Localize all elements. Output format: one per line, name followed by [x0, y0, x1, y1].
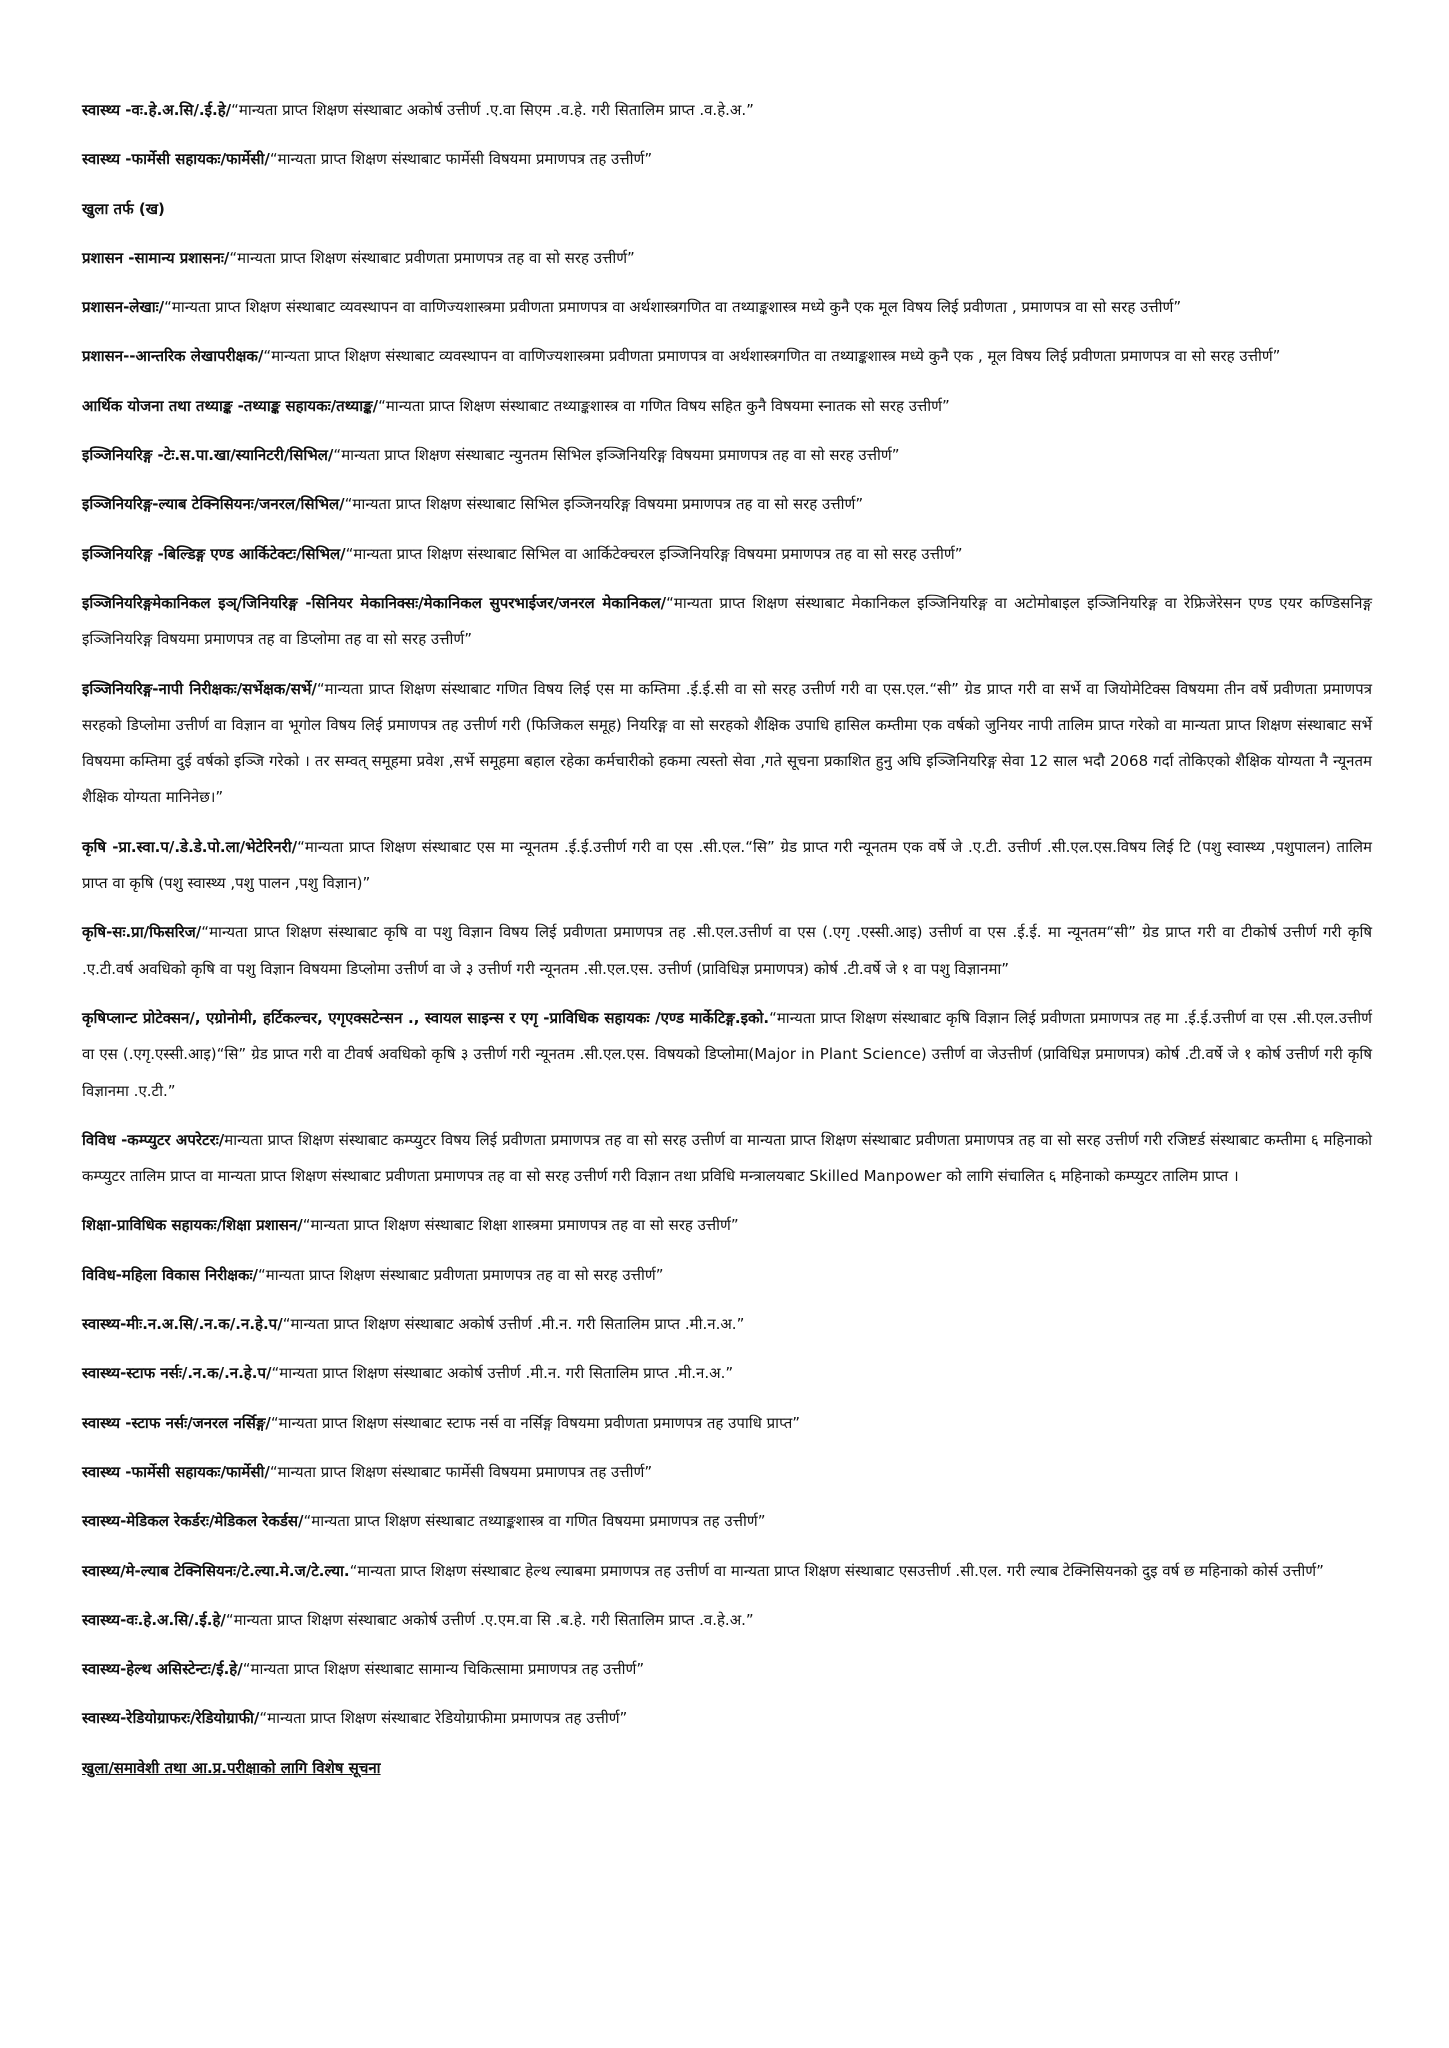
entry-text: “मान्यता प्राप्त शिक्षण संस्थाबाट प्रवीणता प्रमाणपत्र तह वा सो सरह उत्तीर्ण”	[258, 1265, 664, 1284]
entry-role: इञ्जिनियरिङ्ग -बिल्डिङ्ग एण्ड आर्किटेक्टः/सिभिल/	[82, 544, 346, 563]
entry-role: स्वास्थ्य-वः.हे.अ.सि/.ई.हे/	[82, 1610, 226, 1629]
section-heading: खुला तर्फ (ख)	[82, 199, 165, 218]
entry-text: “मान्यता प्राप्त शिक्षण संस्थाबाट अकोर्ष उत्तीर्ण .ए.वा सिएम .व.हे. गरी सितालिम प्राप्त .व.हे.अ.”	[231, 101, 754, 119]
entry-text: मान्यता प्राप्त शिक्षण संस्थाबाट कम्प्युटर विषय लिई प्रवीणता प्रमाणपत्र तह वा सो सरह उत्तीर्ण वा मान्यता प्राप्त शिक्षण संस्थाबाट प्रवीणता प्रमाणपत्र तह वा सो सरह उत्तीर्ण गरी रजिष्टर्ड संस्थाबाट कम्तीमा ६ महिनाको कम्प्युटर तालिम प्राप्त वा मान्यता प्राप्त शिक्षण संस्थाबाट प्रवीणता प्रमाणपत्र तह वा सो सरह उत्तीर्ण गरी विज्ञान तथा प्रविधि मन्त्रालयबाट Skilled Manpower को लागि संचालित ६ महिनाको कम्प्युटर तालिम प्राप्त ।	[82, 1130, 1372, 1186]
entry-role: इञ्जिनियरिङ्ग-ल्याब टेक्निसियनः/जनरल/सिभिल/	[82, 495, 345, 514]
entry-lab-technician-civil	[82, 486, 1372, 522]
entry-role: स्वास्थ्य -फार्मेसी सहायकः/फार्मेसी/	[82, 150, 270, 169]
entry-role: विविध -कम्प्युटर अपरेटरः/	[82, 1130, 225, 1149]
entry-text: “मान्यता प्राप्त शिक्षण संस्थाबाट रेडियोग्राफीमा प्रमाणपत्र तह उत्तीर्ण”	[259, 1709, 628, 1728]
entry-role: आर्थिक योजना तथा तथ्याङ्क -तथ्याङ्क सहायकः/तथ्याङ्क/	[82, 396, 379, 415]
entry-radiographer	[82, 1700, 1372, 1736]
entry-text: “मान्यता प्राप्त शिक्षण संस्थाबाट प्रवीणता प्रमाणपत्र तह वा सो सरह उत्तीर्ण”	[229, 248, 635, 267]
entry-role: प्रशासन--आन्तरिक लेखापरीक्षक/	[82, 347, 264, 366]
entry-statistics	[82, 388, 1372, 424]
entry-text: “मान्यता प्राप्त शिक्षण संस्थाबाट अकोर्ष उत्तीर्ण .ए.एम.वा सि .ब.हे. गरी सितालिम प्राप्त .व.हे.अ.”	[225, 1610, 754, 1629]
entry-text: “मान्यता प्राप्त शिक्षण संस्थाबाट सामान्य चिकित्सामा प्रमाणपत्र तह उत्तीर्ण”	[242, 1660, 645, 1679]
entry-internal-auditor	[82, 338, 1372, 374]
entry-role: प्रशासन -सामान्य प्रशासनः/	[82, 248, 230, 267]
entry-general-admin	[82, 240, 1372, 276]
entry-role: स्वास्थ्य/मे-ल्याब टेक्निसियनः/टे.ल्या.मे.ज/टे.ल्या.	[82, 1561, 350, 1580]
entry-building-architect	[82, 536, 1372, 572]
entry-role: स्वास्थ्य-हेल्थ असिस्टेन्टः/ई.हे/	[82, 1660, 243, 1679]
entry-role: कृषि -प्रा.स्वा.प/.डे.डे.पो.ला/भेटेरिनरी/	[82, 837, 298, 856]
entry-role: स्वास्थ्य-स्टाफ नर्सः/.न.क/.न.हे.प/	[82, 1364, 272, 1383]
entry-accounts	[82, 289, 1372, 325]
entry-health-assistant	[82, 1651, 1372, 1687]
entry-ahw-2	[82, 1602, 1372, 1638]
entry-text: “मान्यता प्राप्त शिक्षण संस्थाबाट तथ्याङ्कशास्त्र वा गणित विषयमा प्रमाणपत्र तह उत्तीर्ण”	[303, 1512, 766, 1531]
entry-text: “मान्यता प्राप्त शिक्षण संस्थाबाट एस मा न्यूनतम .ई.ई.उत्तीर्ण गरी वा एस .सी.एल.“सि” ग्रेड प्राप्त गरी न्यूनतम एक वर्षे जे .ए.टी. उत्तीर्ण .सी.एल.एस.विषय लिई टि (पशु स्वास्थ्य ,पशुपालन) तालिम प्राप्त वा कृषि (पशु स्वास्थ्य ,पशु पालन ,पशु विज्ञान)”	[82, 837, 1372, 893]
entry-role: प्रशासन-लेखाः/	[82, 298, 165, 317]
special-notice-heading: खुला/समावेशी तथा आ.प्र.परीक्षाको लागि विशेष सूचना	[82, 1758, 381, 1777]
entry-text: “मान्यता प्राप्त शिक्षण संस्थाबाट फार्मेसी विषयमा प्रमाणपत्र तह उत्तीर्ण”	[269, 150, 653, 169]
entry-role: कृषिप्लान्ट प्रोटेक्सन/, एग्रोनोमी, हर्टिकल्चर, एगृएक्सटेन्सन ., स्वायल साइन्स र एगृ -प्राविधिक सहायकः /एण्ड मार्केटिङ्ग.इको.	[82, 1008, 770, 1027]
entry-text: “मान्यता प्राप्त शिक्षण संस्थाबाट सिभिल वा आर्किटेक्चरल इञ्जिनियरिङ्ग विषयमा प्रमाणपत्र तह वा सो सरह उत्तीर्ण”	[345, 544, 963, 563]
entry-text: “मान्यता प्राप्त शिक्षण संस्थाबाट अकोर्ष उत्तीर्ण .मी.न. गरी सितालिम प्राप्त .मी.न.अ.”	[282, 1315, 745, 1334]
entry-education	[82, 1207, 1372, 1243]
entry-text: “मान्यता प्राप्त शिक्षण संस्थाबाट सिभिल इञ्जिनयरिङ्ग विषयमा प्रमाणपत्र तह वा सो सरह उत्तीर्ण”	[344, 495, 864, 514]
entry-text: “मान्यता प्राप्त शिक्षण संस्थाबाट कृषि विज्ञान लिई प्रवीणता प्रमाणपत्र तह मा .ई.ई.उत्तीर्ण वा एस .सी.एल.उत्तीर्ण वा एस (.एगृ.एस्सी.आइ)“सि” ग्रेड प्राप्त गरी वा टीवर्ष अवधिको कृषि ३ उत्तीर्ण गरी न्यूनतम .सी.एल.एस. विषयको डिप्लोमा(Major in Plant Science) उत्तीर्ण वा जेउत्तीर्ण (प्राविधिज्ञ प्रमाणपत्र) कोर्ष .टी.वर्षे जे १ कोर्ष उत्तीर्ण गरी कृषि विज्ञानमा .ए.टी.”	[82, 1008, 1373, 1100]
entry-text: “मान्यता प्राप्त शिक्षण संस्थाबाट गणित विषय लिई एस मा कम्तिमा .ई.ई.सी वा सो सरह उत्तीर्ण गरी वा एस.एल.“सी” ग्रेड प्राप्त गरी वा सर्भे वा जियोमेटिक्स विषयमा तीन वर्षे प्रवीणता प्रमाणपत्र सरहको डिप्लोमा उत्तीर्ण वा विज्ञान वा भूगोल विषय लिई प्रमाणपत्र तह उत्तीर्ण गरी (फिजिकल समूह) नियरिङ्ग वा सो सरहको शैक्षिक उपाधि हासिल कम्तीमा एक वर्षको जुनियर नापी तालिम प्राप्त गरेको वा मान्यता प्राप्त शिक्षण संस्थाबाट सर्भे विषयमा कम्तिमा दुई वर्षको इञ्जि गरेको । तर सम्वत् समूहमा प्रवेश ,सर्भे समूहमा बहाल रहेका कर्मचारीको हकमा त्यस्तो सेवा ,गते सूचना प्रकाशित हुनु अघि इञ्जिनियरिङ्ग सेवा 12 साल भदौ 2068 गर्दा तोकिएको शैक्षिक योग्यता नै न्यूनतम शैक्षिक योग्यता मानिनेछ।”	[82, 679, 1372, 807]
entry-pharmacy-1	[82, 141, 1372, 177]
entry-text: “मान्यता प्राप्त शिक्षण संस्थाबाट व्यवस्थापन वा वाणिज्यशास्त्रमा प्रवीणता प्रमाणपत्र वा अर्थशास्त्रगणित वा तथ्याङ्कशास्त्र मध्ये कुनै एक मूल विषय लिई प्रवीणता , प्रमाणपत्र वा सो सरह उत्तीर्ण”	[164, 298, 1182, 317]
entry-role: स्वास्थ्य-रेडियोग्राफरः/रेडियोग्राफी/	[82, 1709, 260, 1728]
entry-mechanical	[82, 585, 1372, 658]
entry-role: इञ्जिनियरिङ्गमेकानिकल इञ्/जिनियरिङ्ग -सिनियर मेकानिक्सः/मेकानिकल सुपरभाईजर/जनरल मेकानिकल/	[82, 593, 667, 612]
entry-sanitary	[82, 437, 1372, 473]
entry-text: “मान्यता प्राप्त शिक्षण संस्थाबाट न्युनतम सिभिल इञ्जिनियरिङ्ग विषयमा प्रमाणपत्र तह वा सो सरह उत्तीर्ण”	[333, 446, 900, 465]
entry-text: “मान्यता प्राप्त शिक्षण संस्थाबाट कृषि वा पशु विज्ञान विषय लिई प्रवीणता प्रमाणपत्र तह .सी.एल.उत्तीर्ण वा एस (.एगृ .एस्सी.आइ) उत्तीर्ण वा एस .ई.ई. मा न्यूनतम“सी” ग्रेड प्राप्त गरी वा टीकोर्ष उत्तीर्ण गरी कृषि .ए.टी.वर्ष अवधिको कृषि वा पशु विज्ञान विषयमा डिप्लोमा उत्तीर्ण वा जे ३ उत्तीर्ण गरी न्यूनतम .सी.एल.एस. उत्तीर्ण (प्राविधिज्ञ प्रमाणपत्र) कोर्ष .टी.वर्षे जे १ वा पशु विज्ञानमा”	[82, 923, 1372, 978]
entry-medical-recorder	[82, 1503, 1372, 1539]
document-page	[82, 92, 1372, 1786]
entry-survey	[82, 671, 1372, 816]
entry-text: “मान्यता प्राप्त शिक्षण संस्थाबाट अकोर्ष उत्तीर्ण .मी.न. गरी सितालिम प्राप्त .मी.न.अ.”	[271, 1364, 734, 1383]
entry-role: इञ्जिनियरिङ्ग -टेः.स.पा.खा/स्यानिटरी/सिभिल/	[82, 446, 334, 465]
entry-text: “मान्यता प्राप्त शिक्षण संस्थाबाट शिक्षा शास्त्रमा प्रमाणपत्र तह वा सो सरह उत्तीर्ण”	[302, 1216, 739, 1235]
entry-text: “मान्यता प्राप्त शिक्षण संस्थाबाट फार्मेसी विषयमा प्रमाणपत्र तह उत्तीर्ण”	[269, 1462, 653, 1481]
entry-text: “मान्यता प्राप्त शिक्षण संस्थाबाट हेल्थ ल्याबमा प्रमाणपत्र तह उत्तीर्ण वा मान्यता प्राप्त शिक्षण संस्थाबाट एसउत्तीर्ण .सी.एल. गरी ल्याब टेक्निसियनको दुइ वर्ष छ महिनाको कोर्स उत्तीर्ण”	[349, 1561, 1324, 1580]
entry-veterinary	[82, 829, 1372, 902]
entry-text: “मान्यता प्राप्त शिक्षण संस्थाबाट स्टाफ नर्स वा नर्सिङ्ग विषयमा प्रवीणता प्रमाणपत्र तह उपाधि प्राप्त”	[270, 1413, 801, 1432]
entry-plant-protection	[82, 1000, 1372, 1109]
entry-anm	[82, 1306, 1372, 1342]
entry-role: इञ्जिनियरिङ्ग-नापी निरीक्षकः/सर्भेक्षक/सर्भे/	[82, 679, 317, 698]
entry-text: “मान्यता प्राप्त शिक्षण संस्थाबाट व्यवस्थापन वा वाणिज्यशास्त्रमा प्रवीणता प्रमाणपत्र वा अर्थशास्त्रगणित वा तथ्याङ्कशास्त्र मध्ये कुनै एक , मूल विषय लिई प्रवीणता प्रमाणपत्र वा सो सरह उत्तीर्ण”	[263, 347, 1281, 366]
entry-role: विविध-महिला विकास निरीक्षकः/	[82, 1265, 259, 1284]
entry-role: स्वास्थ्य -फार्मेसी सहायकः/फार्मेसी/	[82, 1462, 270, 1481]
entry-role: स्वास्थ्य -स्टाफ नर्सः/जनरल नर्सिङ्ग/	[82, 1413, 271, 1432]
entry-staff-nurse-1	[82, 1355, 1372, 1391]
entry-women-development	[82, 1257, 1372, 1293]
entry-role: स्वास्थ्य-मीः.न.अ.सि/.न.क/.न.हे.प/	[82, 1315, 283, 1334]
entry-fisheries	[82, 914, 1372, 987]
entry-role: स्वास्थ्य-मेडिकल रेकर्डरः/मेडिकल रेकर्डस/	[82, 1512, 304, 1531]
entry-role: स्वास्थ्य -वः.हे.अ.सि/.ई.हे/	[82, 101, 232, 119]
entry-role: शिक्षा-प्राविधिक सहायकः/शिक्षा प्रशासन/	[82, 1216, 303, 1235]
entry-staff-nurse-general	[82, 1405, 1372, 1441]
entry-medical-lab-technician	[82, 1553, 1372, 1589]
entry-ahw-1	[82, 92, 1372, 128]
entry-role: कृषि-सः.प्रा/फिसरिज/	[82, 923, 202, 942]
entry-text: “मान्यता प्राप्त शिक्षण संस्थाबाट तथ्याङ्कशास्त्र वा गणित विषय सहित कुनै विषयमा स्नातक सो सरह उत्तीर्ण”	[378, 396, 950, 415]
entry-computer-operator	[82, 1122, 1372, 1195]
entry-text: “मान्यता प्राप्त शिक्षण संस्थाबाट मेकानिकल इञ्जिनियरिङ्ग वा अटोमोबाइल इञ्जिनियरिङ्ग वा रेफ्रिजेरेसन एण्ड एयर कण्डिसनिङ्ग इञ्जिनियरिङ्ग विषयमा प्रमाणपत्र तह वा डिप्लोमा तह वा सो सरह उत्तीर्ण”	[82, 593, 1372, 649]
entry-pharmacy-2	[82, 1454, 1372, 1490]
section-heading-open	[82, 191, 1372, 227]
